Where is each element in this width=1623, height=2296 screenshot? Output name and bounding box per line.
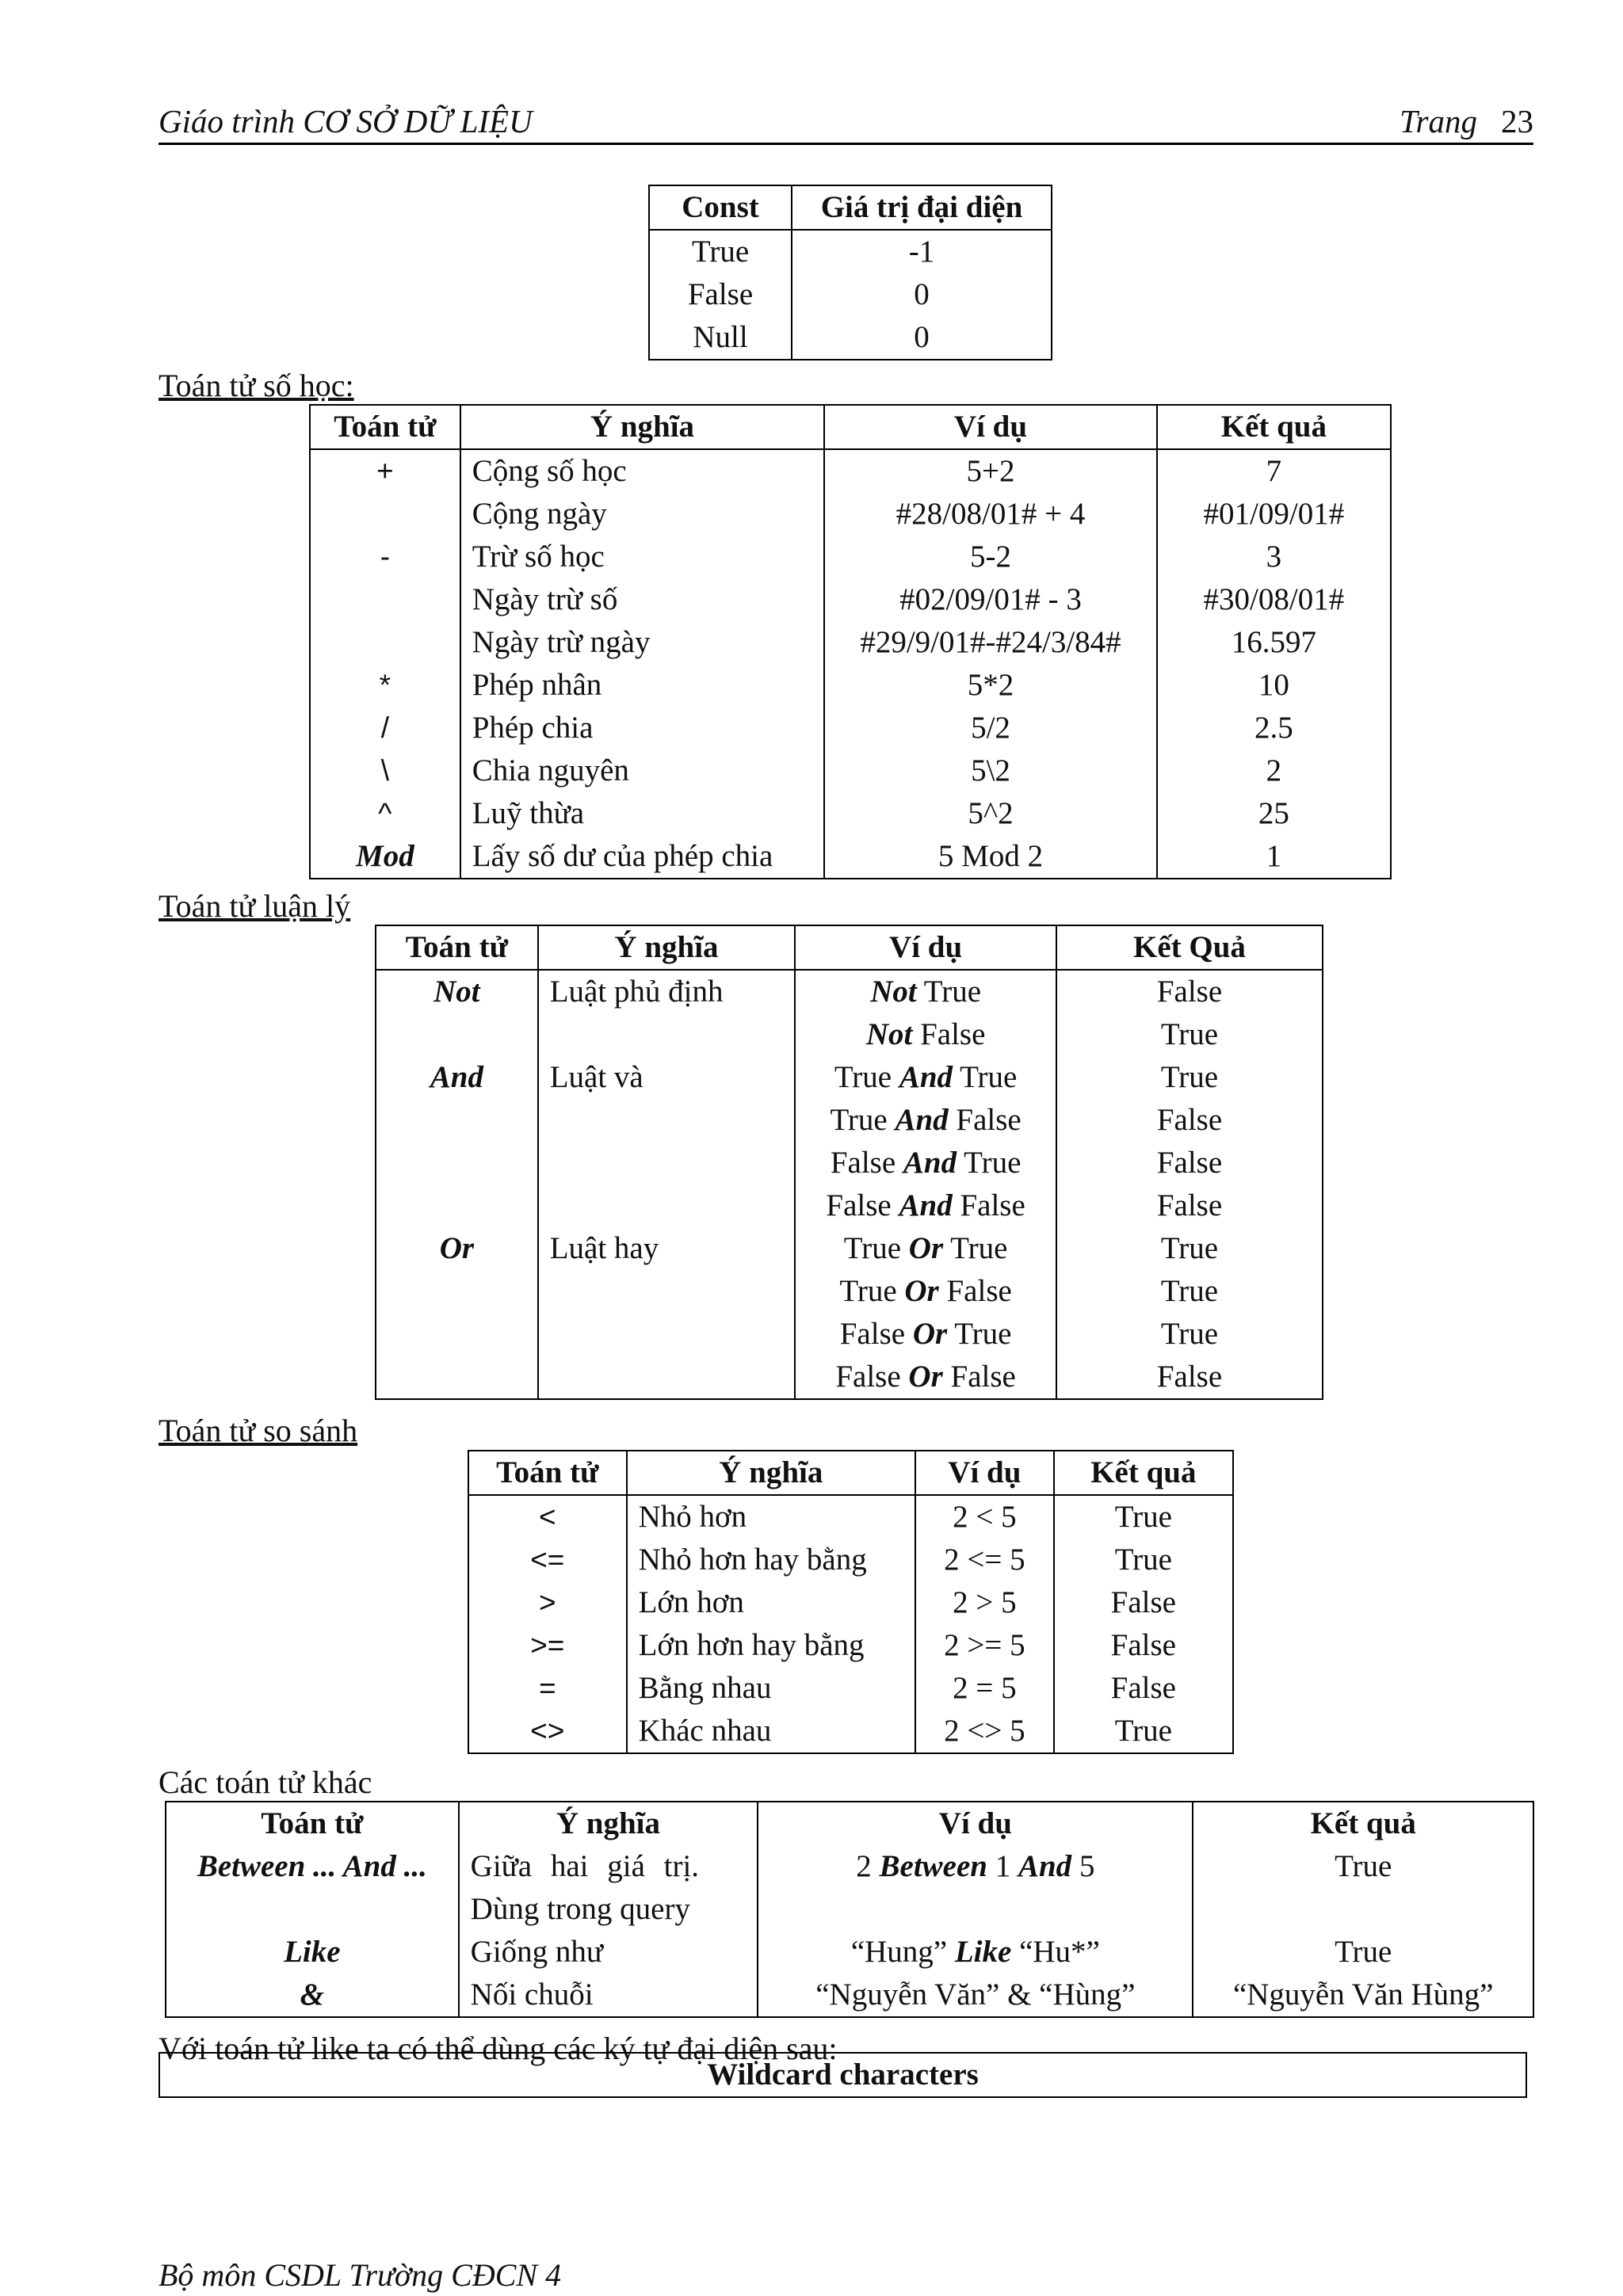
example-text: “Nguyễn Văn” & “Hùng” <box>815 1978 1136 2012</box>
example-text: 2 <box>856 1849 880 1883</box>
table-cell: Luật phủ định <box>538 970 796 1013</box>
table-cell: 25 <box>1157 792 1391 835</box>
table-cell: Khác nhau <box>627 1710 916 1753</box>
example-text: False <box>912 1017 986 1051</box>
table-cell: True <box>649 230 792 273</box>
table-cell: Lớn hơn <box>627 1581 916 1624</box>
example-text: True <box>830 1103 896 1137</box>
column-header: Ví dụ <box>758 1802 1193 1845</box>
table-cell <box>795 1356 1056 1399</box>
column-header: Toán tử <box>468 1451 627 1495</box>
table-cell: Lấy số dư của phép chia <box>460 835 825 879</box>
example-text: True <box>947 1317 1012 1351</box>
table-row <box>649 230 1052 273</box>
table-cell: #29/9/01#-#24/3/84# <box>824 621 1156 664</box>
table-cell: True <box>1054 1539 1233 1581</box>
table-cell: Phép chia <box>460 707 825 749</box>
operator-keyword: Not <box>870 974 917 1009</box>
column-header: Kết quả <box>1054 1451 1233 1495</box>
table-cell: True <box>1193 1931 1533 1974</box>
operator-keyword: And <box>1018 1849 1072 1883</box>
table-cell <box>376 1099 538 1142</box>
table-cell: #28/08/01# + 4 <box>824 493 1156 536</box>
table-header-row <box>468 1451 1233 1495</box>
table-row <box>166 1931 1533 1974</box>
table-cell <box>376 1013 538 1056</box>
table-cell: True <box>1056 1227 1323 1270</box>
example-text: True <box>839 1274 905 1308</box>
table-cell: #02/09/01# - 3 <box>824 578 1156 621</box>
table-cell <box>795 1056 1056 1099</box>
example-text: True <box>843 1231 909 1265</box>
table-header-row <box>376 925 1323 970</box>
table-cell: 0 <box>792 316 1052 360</box>
table-cell: False <box>1056 1356 1323 1399</box>
table-cell: Nhỏ hơn <box>627 1495 916 1539</box>
operator-keyword: Or <box>908 1231 944 1265</box>
table-cell: 2.5 <box>1157 707 1391 749</box>
table-row <box>310 536 1391 578</box>
column-header: Ví dụ <box>795 925 1056 970</box>
table-cell: 5*2 <box>824 664 1156 707</box>
table-cell: Cộng số học <box>460 449 825 493</box>
table-cell: Chia nguyên <box>460 749 825 792</box>
table-row <box>166 1888 1533 1931</box>
example-text: False <box>952 1188 1025 1222</box>
table-cell: 5/2 <box>824 707 1156 749</box>
example-text: 5 <box>1071 1849 1095 1883</box>
table-cell: False <box>1054 1624 1233 1667</box>
operator-keyword: Between <box>879 1849 987 1883</box>
table-cell: False <box>1056 970 1323 1013</box>
table-cell: True <box>1054 1710 1233 1753</box>
table-cell: #01/09/01# <box>1157 493 1391 536</box>
example-text: False <box>938 1274 1012 1308</box>
table-cell: * <box>310 664 460 707</box>
table-cell: False <box>649 273 792 316</box>
table-cell: 2 > 5 <box>915 1581 1054 1624</box>
table-cell: #30/08/01# <box>1157 578 1391 621</box>
table-cell: ^ <box>310 792 460 835</box>
table-cell <box>795 1227 1056 1270</box>
table-cell: < <box>468 1495 627 1539</box>
operator-keyword: And <box>903 1146 957 1180</box>
table-cell: = <box>468 1667 627 1710</box>
table-cell: Giữa hai giá trị. <box>459 1845 758 1888</box>
table-row <box>376 1056 1323 1099</box>
table-cell <box>758 1888 1193 1931</box>
example-text: True <box>916 974 981 1009</box>
table-row <box>376 970 1323 1013</box>
table-header-row <box>166 1802 1533 1845</box>
table-cell: Trừ số học <box>460 536 825 578</box>
table-cell: Not <box>376 970 538 1013</box>
page-header <box>158 99 1533 145</box>
operator-keyword: And <box>895 1103 949 1137</box>
table-row <box>310 578 1391 621</box>
table-cell: 5 Mod 2 <box>824 835 1156 879</box>
table-cell <box>538 1099 796 1142</box>
column-header: Ví dụ <box>824 405 1156 449</box>
wildcard-table-header: Wildcard characters <box>158 2052 1527 2098</box>
table-row <box>468 1624 1233 1667</box>
table-cell: False <box>1054 1581 1233 1624</box>
table-cell: True <box>1056 1270 1323 1313</box>
table-row <box>649 273 1052 316</box>
header-page-label: Trang <box>1400 103 1477 139</box>
table-cell: 2 <= 5 <box>915 1539 1054 1581</box>
column-header: Toán tử <box>166 1802 459 1845</box>
table-row <box>376 1099 1323 1142</box>
table-cell: / <box>310 707 460 749</box>
table-row <box>376 1313 1323 1356</box>
operator-keyword: And <box>899 1060 953 1094</box>
operator-keyword: Or <box>904 1274 939 1308</box>
operator-keyword: Or <box>912 1317 948 1351</box>
table-cell <box>376 1356 538 1399</box>
page-footer: Bộ môn CSDL Trường CĐCN 4 <box>158 2257 562 2293</box>
table-cell: >= <box>468 1624 627 1667</box>
table-cell: Like <box>166 1931 459 1974</box>
table-cell: Cộng ngày <box>460 493 825 536</box>
table-cell <box>795 1013 1056 1056</box>
example-text: True <box>953 1060 1018 1094</box>
table-row <box>468 1710 1233 1753</box>
header-title: Giáo trình CƠ SỞ DỮ LIỆU <box>158 103 533 139</box>
example-text: False <box>835 1360 909 1394</box>
table-cell <box>1193 1888 1533 1931</box>
table-cell: False <box>1056 1099 1323 1142</box>
const-table <box>648 185 1052 360</box>
table-cell <box>758 1931 1193 1974</box>
table-row <box>310 664 1391 707</box>
example-text: False <box>839 1317 913 1351</box>
example-text: 1 <box>987 1849 1018 1883</box>
table-cell <box>538 1142 796 1184</box>
table-cell: - <box>310 536 460 578</box>
table-cell: 2 >= 5 <box>915 1624 1054 1667</box>
table-header-row <box>649 185 1052 230</box>
table-cell: 2 <box>1157 749 1391 792</box>
example-text: “Hu*” <box>1011 1935 1100 1969</box>
table-row <box>166 1974 1533 2017</box>
table-header-row <box>310 405 1391 449</box>
example-text: False <box>830 1146 903 1180</box>
table-cell: & <box>166 1974 459 2017</box>
operator-keyword: And <box>899 1188 953 1222</box>
compare-section-title: Toán tử so sánh <box>158 1413 358 1448</box>
table-row <box>310 792 1391 835</box>
table-cell: 5^2 <box>824 792 1156 835</box>
operator-keyword: Or <box>908 1360 943 1394</box>
table-cell <box>538 1356 796 1399</box>
table-cell: True <box>1056 1056 1323 1099</box>
table-cell: False <box>1054 1667 1233 1710</box>
example-text: True <box>957 1146 1022 1180</box>
example-text: True <box>943 1231 1008 1265</box>
example-text: False <box>948 1103 1022 1137</box>
table-cell <box>758 1845 1193 1888</box>
table-cell <box>310 578 460 621</box>
table-row <box>376 1227 1323 1270</box>
table-cell: 0 <box>792 273 1052 316</box>
table-cell <box>795 970 1056 1013</box>
table-cell: 1 <box>1157 835 1391 879</box>
table-cell <box>538 1013 796 1056</box>
table-cell: Or <box>376 1227 538 1270</box>
table-cell: True <box>1056 1013 1323 1056</box>
table-row <box>310 493 1391 536</box>
table-cell <box>795 1313 1056 1356</box>
table-cell: Giống như <box>459 1931 758 1974</box>
table-cell: Mod <box>310 835 460 879</box>
table-cell <box>166 1888 459 1931</box>
table-row <box>468 1539 1233 1581</box>
table-row <box>376 1356 1323 1399</box>
header-page-number: 23 <box>1501 103 1533 139</box>
example-text: False <box>826 1188 899 1222</box>
table-cell: Between ... And ... <box>166 1845 459 1888</box>
column-header: Kết quả <box>1193 1802 1533 1845</box>
table-cell <box>795 1184 1056 1227</box>
table-cell <box>376 1270 538 1313</box>
table-row <box>376 1142 1323 1184</box>
table-cell: \ <box>310 749 460 792</box>
table-cell <box>538 1270 796 1313</box>
table-cell <box>376 1184 538 1227</box>
table-cell: Dùng trong query <box>459 1888 758 1931</box>
header-page <box>1400 102 1533 140</box>
column-header: Giá trị đại diện <box>792 185 1052 230</box>
table-cell <box>538 1184 796 1227</box>
table-cell: Null <box>649 316 792 360</box>
table-row <box>649 316 1052 360</box>
column-header: Ý nghĩa <box>538 925 796 970</box>
table-row <box>376 1013 1323 1056</box>
table-cell: Luỹ thừa <box>460 792 825 835</box>
table-cell: 3 <box>1157 536 1391 578</box>
table-row <box>310 749 1391 792</box>
other-table <box>165 1801 1534 2018</box>
table-cell: 2 <> 5 <box>915 1710 1054 1753</box>
table-cell: + <box>310 449 460 493</box>
operator-keyword: Like <box>954 1935 1012 1969</box>
table-cell: True <box>1056 1313 1323 1356</box>
column-header: Ý nghĩa <box>460 405 825 449</box>
column-header: Ý nghĩa <box>627 1451 916 1495</box>
table-cell <box>310 493 460 536</box>
column-header: Ví dụ <box>915 1451 1054 1495</box>
example-text: False <box>942 1360 1016 1394</box>
table-row <box>468 1495 1233 1539</box>
table-cell: Nhỏ hơn hay bằng <box>627 1539 916 1581</box>
table-cell <box>310 621 460 664</box>
table-cell: Ngày trừ ngày <box>460 621 825 664</box>
like-note: Với toán tử like ta có thể dùng các ký tự đại diện sau: <box>158 2031 838 2066</box>
table-cell: 10 <box>1157 664 1391 707</box>
table-cell <box>376 1313 538 1356</box>
column-header: Toán tử <box>310 405 460 449</box>
table-row <box>376 1270 1323 1313</box>
column-header: Kết Quả <box>1056 925 1323 970</box>
table-cell: And <box>376 1056 538 1099</box>
table-cell: 5-2 <box>824 536 1156 578</box>
table-cell: -1 <box>792 230 1052 273</box>
table-cell <box>795 1270 1056 1313</box>
other-section-title: Các toán tử khác <box>158 1764 372 1800</box>
table-cell: Phép nhân <box>460 664 825 707</box>
table-cell: Ngày trừ số <box>460 578 825 621</box>
table-cell: Nối chuỗi <box>459 1974 758 2017</box>
table-cell <box>376 1142 538 1184</box>
arith-section-title: Toán tử số học: <box>158 368 354 403</box>
table-cell <box>795 1142 1056 1184</box>
table-cell: False <box>1056 1184 1323 1227</box>
table-cell: False <box>1056 1142 1323 1184</box>
table-cell: <> <box>468 1710 627 1753</box>
column-header: Kết quả <box>1157 405 1391 449</box>
table-cell: 5+2 <box>824 449 1156 493</box>
table-cell: 2 < 5 <box>915 1495 1054 1539</box>
table-cell <box>538 1313 796 1356</box>
table-cell: <= <box>468 1539 627 1581</box>
table-cell: 5\2 <box>824 749 1156 792</box>
table-cell: 2 = 5 <box>915 1667 1054 1710</box>
table-row <box>310 449 1391 493</box>
table-cell: Luật và <box>538 1056 796 1099</box>
table-row <box>376 1184 1323 1227</box>
table-cell: Luật hay <box>538 1227 796 1270</box>
table-cell <box>758 1974 1193 2017</box>
column-header: Ý nghĩa <box>459 1802 758 1845</box>
column-header: Const <box>649 185 792 230</box>
arith-table <box>309 404 1392 879</box>
table-cell <box>795 1099 1056 1142</box>
compare-table <box>468 1450 1234 1754</box>
table-row <box>310 621 1391 664</box>
table-cell: True <box>1193 1845 1533 1888</box>
table-cell: Lớn hơn hay bằng <box>627 1624 916 1667</box>
example-text: “Hung” <box>850 1935 955 1969</box>
table-cell: Bằng nhau <box>627 1667 916 1710</box>
table-cell: True <box>1054 1495 1233 1539</box>
logic-table <box>375 925 1323 1400</box>
example-text: True <box>834 1060 899 1094</box>
table-row <box>468 1667 1233 1710</box>
table-row <box>310 707 1391 749</box>
table-cell: “Nguyễn Văn Hùng” <box>1193 1974 1533 2017</box>
table-cell: > <box>468 1581 627 1624</box>
table-cell: 7 <box>1157 449 1391 493</box>
table-row <box>166 1845 1533 1888</box>
logic-section-title: Toán tử luận lý <box>158 888 351 924</box>
operator-keyword: Not <box>865 1017 913 1051</box>
table-row <box>468 1581 1233 1624</box>
table-row <box>310 835 1391 879</box>
column-header: Toán tử <box>376 925 538 970</box>
table-cell: 16.597 <box>1157 621 1391 664</box>
